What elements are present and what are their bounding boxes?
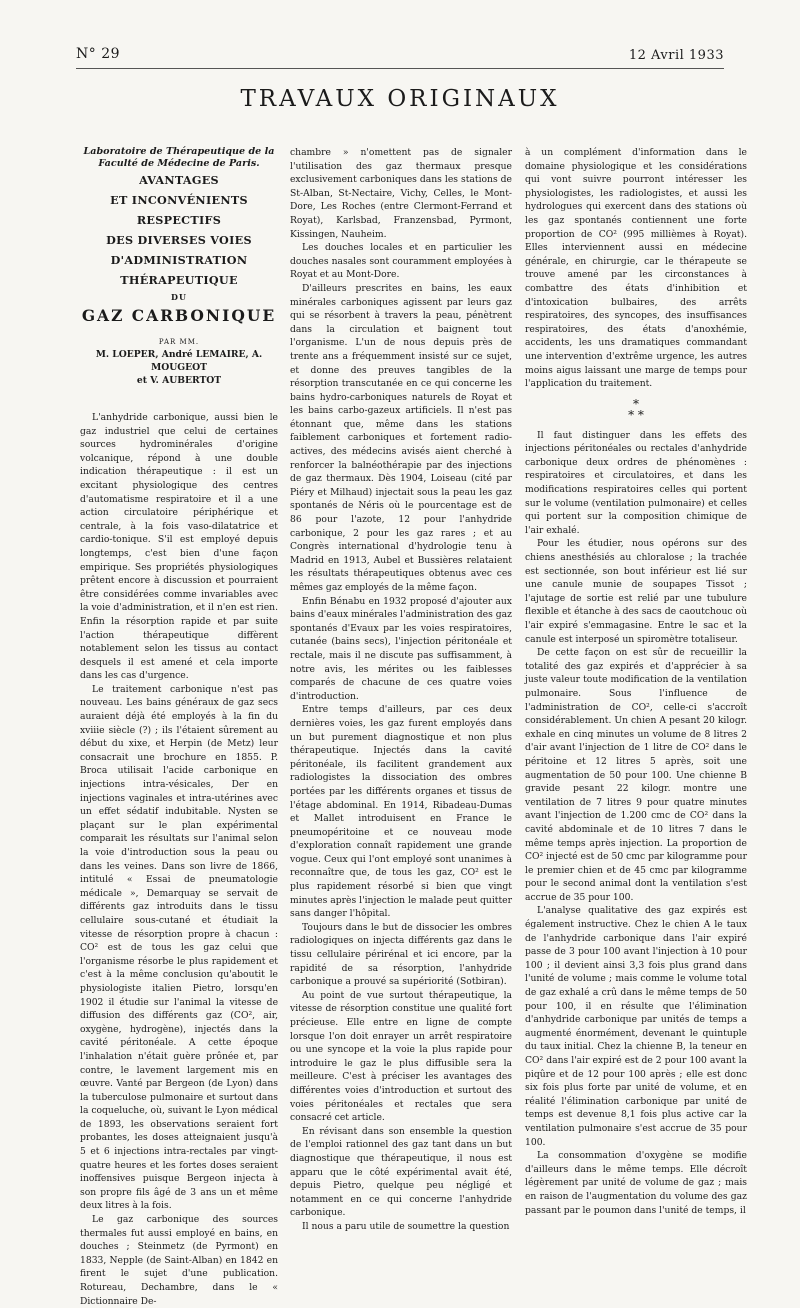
paragraph: Enfin Bénabu en 1932 proposé d'ajouter aux bains d'eaux minérales l'administration des gaz spontanés d'Evaux par les voies respiratoires, cutanée (bains secs), l'injection péritonéale et rectale, mais il ne discute pas suffisamment, à notre avis, les mérites ou les faiblesses comparés de chacune de ces quatre voies d'introduction. [290, 595, 512, 702]
by-line: PAR MM. [158, 338, 200, 346]
title-line: AVANTAGES [139, 173, 219, 187]
paragraph: Il faut distinguer dans les effets des injections péritonéales ou rectales d'anhydride carbonique deux ordres de phénomènes : respiratoires et circulatoires, et dans les modifications respiratoires celles qui portent sur le volume (ventilation pulmonaire) et celles qui portent sur la composition chimique de l'air exhalé. [525, 429, 747, 536]
paragraph: L'anhydride carbonique, aussi bien le gaz industriel que celui de certaines sources hydrominérales d'origine volcanique, répond à une double indication thérapeutique : il est un excitant physiologique des centres d'automatisme respiratoire et il a une action circulatoire périphérique et centrale, à la fois vaso-dilatatrice et cardio-tonique. S'il est employé depuis longtemps, c'est bien d'une façon empirique. Ses propriétés physiologiques prêtent encore à discussion et pourraient être considérées comme invariables avec la voie d'administration, et il n'en est rien. Enfin la résorption rapide et par suite l'action thérapeutique diffèrent notablement selon les tissus au contact desquels il est amené et cela importe dans les cas d'urgence. [80, 412, 278, 682]
title-gaz-carbonique: GAZ CARBONIQUE [81, 306, 277, 325]
paragraph: La consommation d'oxygène se modifie d'ailleurs dans le même temps. Elle décroît légèrement par unité de volume de gaz ; mais en raison de l'augmentation du volume des gaz passant par le poumon dans l'unité de temps, il [525, 1150, 747, 1216]
paragraph: L'analyse qualitative des gaz expirés est également instructive. Chez le chien A le taux de l'anhydride carbonique dans l'air expiré passe de 3 pour 100 avant l'injection à 10 pour 100 ; il devient ainsi 3,3 fois plus grand dans l'unité de volume ; mais comme le volume total de gaz exhalé a crû dans le même temps de 50 pour 100, il en résulte que l'élimination d'anhydride carbonique par unités de temps a augmenté énormément, devenant le quintuple du taux initial. Chez la chienne B, la teneur en CO² dans l'air expiré est de 2 pour 100 avant la piqûre et de 12 pour 100 après ; elle est donc six fois plus forte par unité de volume, et en réalité l'élimination carbonique par unité de temps est devenue 8,1 fois plus active car la ventilation pulmonaire s'est accrue de 35 pour 100. [525, 905, 747, 1148]
paragraph: Il nous a paru utile de soumettre la question [302, 1220, 510, 1232]
title-line: D'ADMINISTRATION [110, 253, 248, 267]
column-3 [525, 146, 747, 1216]
section-separator [525, 396, 747, 422]
column-1 [80, 146, 278, 1307]
laboratory-affiliation: Laboratoire de Thérapeutique de la Faculté de Médecine de Paris. [83, 146, 275, 169]
paragraph: D'ailleurs prescrites en bains, les eaux minérales carboniques agissent par leurs gaz qui se résorbent à travers la peau, pénètrent dans la circulation et baignent tout l'organisme. L'un de nous depuis près de trente ans a fréquemment insisté sur ce sujet, et donne des preuves tangibles de la résorption transcutanée en ce qui concerne les bains hydro-carboniques naturels de Royat et les bains carbo-gazeux artificiels. Il n'est pas étonnant que, même dans les stations faiblement carboniques et fortement radio-actives, des médecins avisés aient cherché à renforcer la balnéothérapie par des injections de gaz thermaux. Dès 1904, Loiseau (cité par Piéry et Milhaud) injectait sous la peau les gaz spontanés de Néris où le pourcentage est de 86 pour l'azote, 12 pour l'anhydride carbonique, 2 pour les gaz rares ; et au Congrès international d'hydrologie tenu à Madrid en 1913, Aubel et Bussières relataient les résultats thérapeutiques obtenus avec ces mêmes gaz employés de la même façon. [290, 282, 512, 593]
paragraph: Les douches locales et en particulier les douches nasales sont couramment employées à Royat et au Mont-Dore. [290, 242, 512, 281]
authors [80, 348, 278, 387]
issue-number: N° 29 [76, 46, 121, 62]
separator-star: * [633, 396, 639, 411]
column-2 [290, 146, 512, 1232]
header-rule [76, 68, 724, 69]
title-line: ET INCONVÉNIENTS RESPECTIFS [110, 193, 248, 227]
paragraph: Entre temps d'ailleurs, par ces deux dernières voies, les gaz furent employés dans un but purement diagnostique et non plus thérapeutique. Injectés dans la cavité péritonéale, ils facilitent grandement aux radiologistes la dissociation des ombres portées par les différents organes et tissus de l'étage abdominal. En 1914, Ribadeau-Dumas et Mallet introduisent en France le pneumopéritoine et ce nouveau mode d'exploration connaît rapidement une grande vogue. Ceux qui l'ont employé sont unanimes à reconnaître que, de tous les gaz, CO² est le plus rapidement résorbé si bien que vingt minutes après l'injection le malade peut quitter sans danger l'hôpital. [290, 704, 512, 920]
title-line: DES DIVERSES VOIES [106, 233, 252, 247]
title-du: DU [171, 292, 187, 302]
authors-line-1: M. LOEPER, André LEMAIRE, A. MOUGEOT [95, 349, 263, 373]
paragraph: Le traitement carbonique n'est pas nouveau. Les bains généraux de gaz secs auraient déjà été employés à la fin du xviiie siècle (?) ; ils l'étaient sûrement au début du xixe, et Herpin (de Metz) leur consacrait une brochure en 1855. P. Broca utilisait l'acide carbonique en injections intra-vésicales, Der en injections vaginales et intra-utérines avec un effet sédatif indubitable. Nysten se plaçant sur le plan expérimental comparait les résultats sur l'animal selon la voie d'introduction sous la peau ou dans les veines. Dans son livre de 1866, intitulé « Essai de pneumatologie médicale », Demarquay se servait de différents gaz introduits dans le tissu cellulaire sous-cutané et étudiait la vitesse de résorption propre à chacun : CO² est de tous les gaz celui que l'organisme résorbe le plus rapidement et c'est à la même conclusion qu'aboutit le physiologiste italien Pietro, lorsqu'en 1902 il étudie sur l'animal la vitesse de diffusion des différents gaz (CO², air, oxygène, hydrogène), injectés dans la cavité péritonéale. A cette époque l'inhalation n'était guère prônée et, par contre, le lavement largement mis en œuvre. Vanté par Bergeon (de Lyon) dans la tuberculose pulmonaire et surtout dans la coqueluche, où, suivant le Lyon médical de 1893, les observations seraient fort probantes, les doses atteignaient jusqu'à 5 et 6 injections intra-rectales par vingt-quatre heures et les fortes doses seraient inoffensives puisque Bergeon injecta à son propre fils âgé de 3 ans un et même deux litres à la fois. [80, 683, 278, 1212]
article-title [80, 170, 278, 387]
paragraph: chambre » n'omettent pas de signaler l'utilisation des gaz thermaux presque exclusivement carboniques dans les stations de St-Alban, St-Nectaire, Vichy, Celles, le Mont-Dore, Les Roches (entre Clermont-Ferrand et Royat), Karlsbad, Franzensbad, Pyrmont, Kissingen, Nauheim. [290, 147, 512, 240]
paragraph: En révisant dans son ensemble la question de l'emploi rationnel des gaz tant dans un but diagnostique que thérapeutique, il nous est apparu que le côté expérimental avait été, depuis Pietro, quelque peu négligé et notamment en ce qui concerne l'anhydride carbonique. [290, 1125, 512, 1219]
section-title: TRAVAUX ORIGINAUX [240, 86, 560, 112]
authors-line-2: et V. AUBERTOT [136, 375, 222, 386]
paragraph: De cette façon on est sûr de recueillir la totalité des gaz expirés et d'apprécier à sa juste valeur toute modification de la ventilation pulmonaire. Sous l'influence de l'administration de CO², celle-ci s'accroît considérablement. Un chien A pesant 20 kilogr. exhale en cinq minutes un volume de 8 litres 2 d'air avant l'injection de 1 litre de CO² dans le péritoine et 12 litres 5 après, soit une augmentation de 50 pour 100. Une chienne B gravide pesant 22 kilogr. montre une ventilation de 7 litres 9 pour quatre minutes avant l'injection de 1.200 cmc de CO² dans la cavité abdominale et de 10 litres 7 dans le même temps après injection. La proportion de CO² injecté est de 50 cmc par kilogramme pour le premier chien et de 45 cmc par kilogramme pour le second animal dont la ventilation s'est accrue de 35 pour 100. [525, 647, 747, 903]
paragraph: à un complément d'information dans le domaine physiologique et les considérations qui vont suivre pourront intéresser les physiologistes, les radiologistes, et aussi les hydrologues qui exercent dans des stations où les gaz spontanés contiennent une forte proportion de CO² (995 millièmes à Royat). Elles interviennent aussi en médecine générale, en chirurgie, car le thérapeute se trouve amené par les circonstances à combattre des états d'inhibition et d'intoxication bulbaires, des arrêts respiratoires, des syncopes, des insuffisances respiratoires, des états d'anoxhémie, accidents, les uns dramatiques commandant une intervention d'extrême urgence, les autres moins aigus laissant une marge de temps pour l'application du traitement. [525, 147, 747, 390]
paragraph: Toujours dans le but de dissocier les ombres radiologiques on injecta différents gaz dans le tissu cellulaire périrénal et ici encore, par la rapidité de sa résorption, l'anhydride carbonique a prouvé sa supériorité (Sotbiran). [290, 921, 512, 988]
issue-date: 12 Avril 1933 [628, 48, 724, 63]
paragraph: Le gaz carbonique des sources thermales fut aussi employé en bains, en douches ; Steinmetz (de Pyrmont) en 1833, Nepple (de Saint-Alban) en 1842 en firent le sujet d'une publication. Rotureau, Dechambre, dans le « Dictionnaire De- [80, 1214, 278, 1307]
paragraph: Au point de vue surtout thérapeutique, la vitesse de résorption constitue une qualité fort précieuse. Elle entre en ligne de compte lorsque l'on doit enrayer un arrêt respiratoire ou une syncope et la voie la plus rapide pour introduire le gaz le plus diffusible sera la meilleure. C'est à préciser les avantages des différentes voies d'introduction et surtout des voies péritonéales et rectales que sera consacré cet article. [290, 989, 512, 1124]
separator-stars: * * [628, 407, 644, 422]
paragraph: Pour les étudier, nous opérons sur des chiens anesthésiés au chloralose ; la trachée est sectionnée, son bout inférieur est lié sur une canule munie de soupapes Tissot ; l'ajutage de sortie est relié par une tubulure flexible et étanche à des sacs de caoutchouc où l'air expiré s'emmagasine. Entre le sac et la canule est interposé un spiromètre totaliseur. [525, 538, 747, 645]
title-line: THÉRAPEUTIQUE [120, 273, 238, 287]
